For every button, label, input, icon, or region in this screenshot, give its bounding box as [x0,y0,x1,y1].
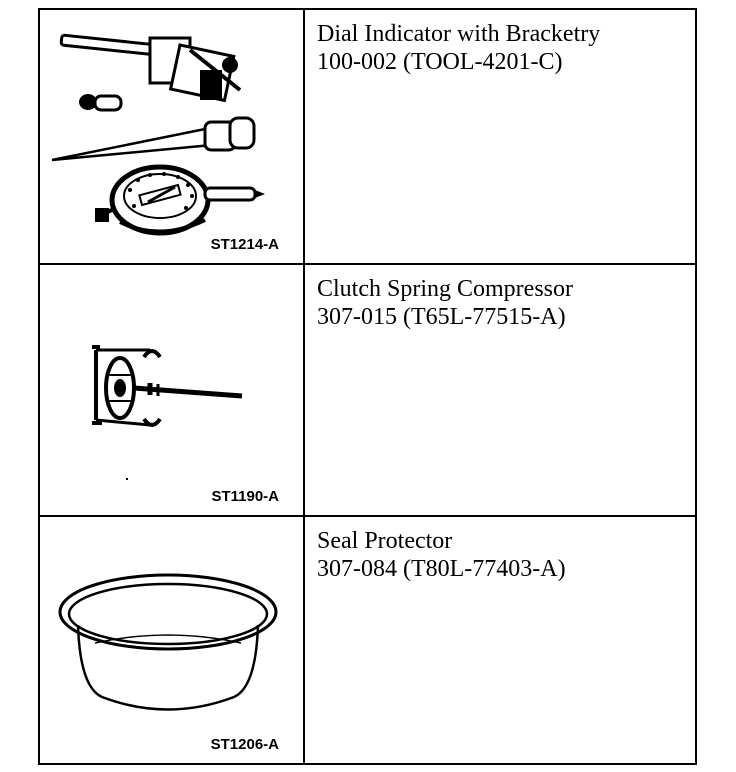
tool-table [38,8,697,765]
tool-text-cell [305,517,695,763]
tool-number: 307-015 (T65L-77515-A) [317,304,566,330]
figure-code: ST1190-A [211,488,279,505]
figure-code: ST1206-A [210,736,279,753]
tool-image-cell [40,517,305,763]
clutch-spring-compressor-icon [40,265,303,515]
tool-text-cell [305,265,695,515]
tool-row-dial-indicator [40,10,695,265]
tool-number: 100-002 (TOOL-4201-C) [317,49,563,75]
tool-text-cell [305,10,695,263]
tool-image-cell [40,265,305,515]
tool-name: Clutch Spring Compressor [317,276,573,302]
tool-image-cell [40,10,305,263]
tool-name: Seal Protector [317,528,453,554]
tool-row-seal-protector [40,517,695,763]
speck [126,478,128,480]
tool-row-clutch-spring-compressor [40,265,695,517]
tool-number: 307-084 (T80L-77403-A) [317,556,566,582]
figure-code: ST1214-A [210,236,279,253]
dial-indicator-icon [40,10,303,263]
seal-protector-icon [40,517,303,761]
tool-name: Dial Indicator with Bracketry [317,21,601,47]
